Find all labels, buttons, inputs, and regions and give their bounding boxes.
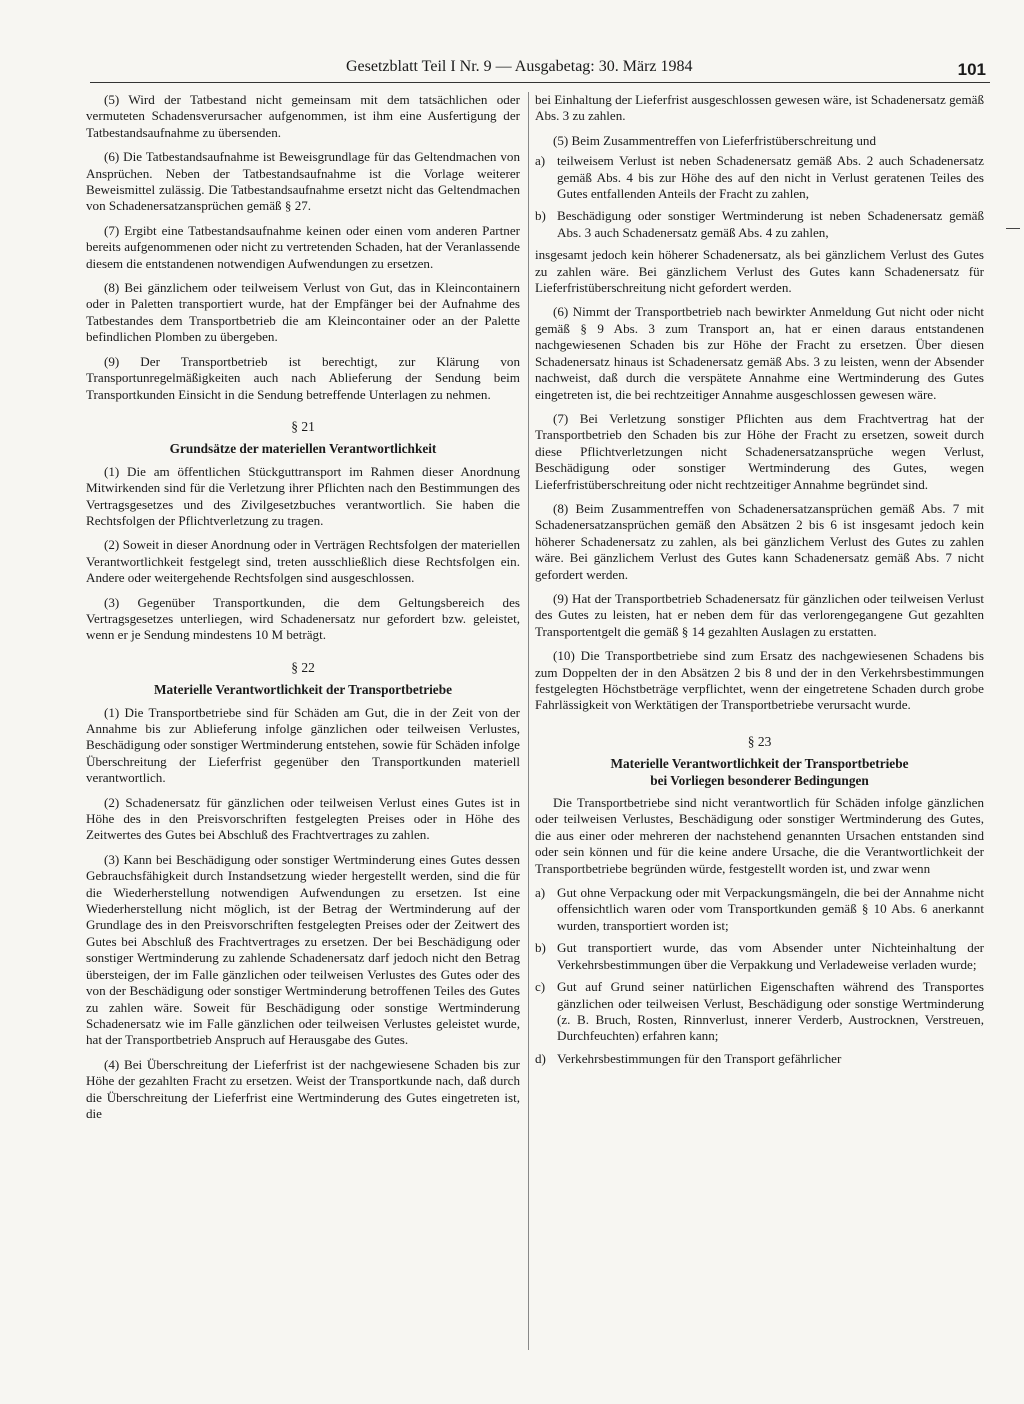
page-number: 101 xyxy=(957,60,986,79)
paragraph-22-2: (2) Schadenersatz für gänzlichen oder teilweisen Verlust eines Gutes ist in Höhe des in den Preisvorschriften festgelegten Preises oder in Höhe des Zeitwertes des Gutes bei Abschluß des Frachtvertrages zu zahlen. xyxy=(86,794,520,843)
paragraph-20-7: (7) Ergibt eine Tatbestandsaufnahme keinen oder einen vom anderen Partner bereits aufgenommenen oder nicht zu vertretenden Schaden, hat der Veranlassende diesem die entstandenen notwendigen Aufwendungen zu ersetzen. xyxy=(86,222,520,271)
paragraph-21-1: (1) Die am öffentlichen Stückguttransport im Rahmen dieser Anordnung Mitwirkenden sind für die Verletzung ihrer Pflichten nach den Bestimmungen des Vertragsgesetzes und des Zivilgesetzbuches verantwortlich. Sie haben die Rechtsfolgen der Pflichtverletzung zu tragen. xyxy=(86,463,520,528)
paragraph-22-6: (6) Nimmt der Transportbetrieb nach bewirkter Anmeldung Gut nicht oder nicht gemäß § 9 Abs. 3 zum Transport an, hat er einen daraus entstandenen nachgewiesenen Schaden bis zur Höhe der Fracht zu ersetzen. Über diesen Schadenersatz hinaus ist Schadenersatz gemäß Abs. 3 zu leisten, wenn der Absender nachweist, daß durch die verspätete Annahme eine Wertminderung des Gutes eingetreten ist, die bei rechtzeitiger Annahme ausgeschlossen gewesen wäre. xyxy=(535,304,984,402)
page-header xyxy=(90,58,990,84)
paragraph-22-10: (10) Die Transportbetriebe sind zum Ersatz des nachgewiesenen Schadens bis zum Doppelten der in den Absätzen 2 bis 8 und der in den Verkehrsbestimmungen festgelegten Höchstbeträge verpflichtet, wenn der eingetretene Schaden durch grobe Fahrlässigkeit von Werktätigen der Transportbetriebe verursacht wurde. xyxy=(535,648,984,713)
list-label: a) xyxy=(535,153,546,169)
section-22-title: Materielle Verantwortlichkeit der Transportbetriebe xyxy=(153,682,452,698)
paragraph-20-5: (5) Wird der Tatbestand nicht gemeinsam mit dem tatsächlichen oder vermuteten Schadensverursacher aufgenommen, ist ihm eine Ausfertigung der Tatbestandsaufnahme zu übersenden. xyxy=(86,92,520,140)
list-item-b xyxy=(535,208,984,241)
list-text: Verkehrsbestimmungen für den Transport gefährlicher xyxy=(557,1050,842,1066)
list-label: b) xyxy=(535,208,546,224)
paragraph-22-7: (7) Bei Verletzung sonstiger Pflichten aus dem Frachtvertrag hat der Transportbetrieb den Schaden bis zur Höhe der Fracht zu ersetzen, soweit durch diese Pflichtverletzungen nicht Schadenersatzansprüche wegen Verlust, Beschädigung oder sonstiger Wertminderung des Gutes, wegen Lieferfristüberschreitung oder nicht rechtzeitiger Annahme begründet sind. xyxy=(535,410,984,492)
paragraph-22-4: (4) Bei Überschreitung der Lieferfrist ist der nachgewiesene Schaden bis zur Höhe der gezahlten Fracht zu ersetzen. Weist der Transportkunde nach, daß durch die Überschreitung der Lieferfrist eine Wertminderung des Gutes eingetreten ist, die xyxy=(86,1056,520,1121)
paragraph-20-9: (9) Der Transportbetrieb ist berechtigt, zur Klärung von Transportunregelmäßigkeiten auch nach Ablieferung der Sendung beim Transportkunden Einsicht in die Sendung betreffende Unterlagen zu nehmen. xyxy=(86,353,520,402)
list-text: Gut ohne Verpackung oder mit Verpackungsmängeln, die bei der Annahme nicht offensichtlich waren oder vom Transportkunden gemäß § 10 Abs. 6 anerkannt wurden, transportiert worden ist; xyxy=(557,885,984,933)
margin-mark xyxy=(1006,228,1020,229)
section-21-number: § 21 xyxy=(291,418,315,434)
paragraph-22-5-end: insgesamt jedoch kein höherer Schadenersatz, als bei gänzlichem Verlust des Gutes zu zahlen wäre. Bei gänzlichem Verlust des Gutes kann Schadenersatz für Lieferfristüberschreitung nicht gefordert werden. xyxy=(535,247,984,296)
right-column xyxy=(535,92,984,1073)
list-text: Beschädigung oder sonstiger Wertminderung ist neben Schadenersatz gemäß Abs. 3 auch Schadenersatz gemäß Abs. 4 zu zahlen, xyxy=(557,208,984,240)
list-text: Gut auf Grund seiner natürlichen Eigenschaften während des Transportes gänzlichen oder teilweisen Verlust, Beschädigung oder sonstige Wertminderung (z. B. Bruch, Rosten, Rinnverlust, innerer Verderb, Austrocknen, Verstreuen, Durchfeuchten) erfahren kann; xyxy=(557,979,984,1044)
section-23-number: § 23 xyxy=(747,733,772,749)
paragraph-22-5-intro: (5) Beim Zusammentreffen von Lieferfristüberschreitung und xyxy=(553,132,876,148)
header-rule xyxy=(90,82,990,83)
header-title: Gesetzblatt Teil I Nr. 9 — Ausgabetag: 30. März 1984 xyxy=(346,58,693,75)
paragraph-22-9: (9) Hat der Transportbetrieb Schadenersatz für gänzlichen oder teilweisen Verlust des Gutes zu leisten, hat er neben dem für das verlorengegangene Gut gezahlten Transportentgelt die gemäß § 14 gezahlten Auslagen zu erstatten. xyxy=(535,590,984,639)
paragraph-21-3: (3) Gegenüber Transportkunden, die dem Geltungsbereich des Vertragsgesetzes unterliegen, wird Schadenersatz nur gefordert bzw. geleistet, wenn er je Sendung mindestens 10 M beträgt. xyxy=(86,594,520,643)
left-column xyxy=(86,92,520,1130)
list-item-23-d xyxy=(535,1051,984,1067)
list-item-23-c xyxy=(535,979,984,1045)
column-divider xyxy=(528,92,529,1350)
paragraph-21-2: (2) Soweit in dieser Anordnung oder in Verträgen Rechtsfolgen der materiellen Verantwortlichkeit festgelegt sind, treten ausschließlich diese Rechtsfolgen ein. Andere oder weitergehende Rechtsfolgen sind ausgeschlossen. xyxy=(86,537,520,586)
paragraph-22-1: (1) Die Transportbetriebe sind für Schäden am Gut, die in der Zeit von der Annahme bis zur Ablieferung infolge gänzlichen oder teilweisen Verlustes, Beschädigung oder sonstiger Wertminderung entstehen, sowie für Schäden infolge Überschreitung der Lieferfrist gegenüber den Transportkunden materiell verantwortlich. xyxy=(86,704,520,786)
paragraph-20-8: (8) Bei gänzlichem oder teilweisem Verlust von Gut, das in Kleincontainern oder in Paletten transportiert wurde, hat der Empfänger bei der Aufnahme des Tatbestandes dem Transportbetrieb die am Kleincontainer oder an der Palette befindlichen Plomben zu übergeben. xyxy=(86,280,520,345)
section-21-title: Grundsätze der materiellen Verantwortlichkeit xyxy=(169,441,437,457)
paragraph-22-4-continued: bei Einhaltung der Lieferfrist ausgeschlossen gewesen wäre, ist Schadenersatz gemäß Abs. 3 zu zahlen. xyxy=(535,92,984,124)
paragraph-23-intro: Die Transportbetriebe sind nicht verantwortlich für Schäden infolge gänzlichen oder teilweisen Verlustes, Beschädigung oder sonstiger Wertminderung des Gutes, die aus einer oder mehreren der nachstehend genannten Ursachen entstanden sind oder sein können und für die keine andere Ursache, die die Verantwortlichkeit der Transportbetriebe begründen würde, festgestellt worden ist, und zwar wenn xyxy=(535,795,984,876)
list-text: Gut transportiert wurde, das vom Absender unter Nichteinhaltung der Verkehrsbestimmungen über die Verpakkung und Verladeweise verladen wurde; xyxy=(557,940,984,972)
list-label: a) xyxy=(535,885,546,901)
section-22-number: § 22 xyxy=(291,659,315,675)
list-text: teilweisem Verlust ist neben Schadenersatz gemäß Abs. 2 auch Schadenersatz gemäß Abs. 4 bis zur Höhe des auf den nicht in Verlust geratenen Teiles des Gutes entfallenden Anteils der Fracht zu zahlen, xyxy=(557,153,984,202)
paragraph-22-8: (8) Beim Zusammentreffen von Schadenersatzansprüchen gemäß Abs. 7 mit Schadenersatzansprüchen gemäß den Absätzen 2 bis 6 ist insgesamt jedoch kein höherer Schadenersatz zu zahlen, als bei gänzlichem Verlust des Gutes zu zahlen wäre. Bei gänzlichem Verlust des Gutes kann Schadenersatz gemäß Abs. 7 nicht gefordert werden. xyxy=(535,500,984,582)
section-23-title-line1: Materielle Verantwortlichkeit der Transportbetriebe xyxy=(610,756,909,772)
list-item-a xyxy=(535,153,984,202)
list-label: d) xyxy=(535,1050,546,1066)
list-label: c) xyxy=(535,979,546,995)
paragraph-20-6: (6) Die Tatbestandsaufnahme ist Beweisgrundlage für das Geltendmachen von Ansprüchen. Neben der Tatbestandsaufnahme ist die Vorlage weiterer Beweismittel zulässig. Die Tatbestandsaufnahme ersetzt nicht das Geltendmachen von Schadenersatzansprüchen gemäß § 27. xyxy=(86,149,520,214)
paragraph-22-3: (3) Kann bei Beschädigung oder sonstiger Wertminderung eines Gutes dessen Gebrauchsfähigkeit durch Instandsetzung wieder hergestellt werden, sind die für die Wiederherstellung notwendigen Aufwendungen zu ersetzen. Ist eine Wiederherstellung nicht möglich, ist der Betrag der Wertminderung auf der Grundlage des in den Preisvorschriften festgelegten Preises oder der Zeitwert des Gutes bei Abschluß des Frachtvertrages zu ersetzen. Der bei Beschädigung oder sonstiger Wertminderung zu zahlende Schadenersatz darf jedoch nicht den Betrag übersteigen, der im Falle gänzlichen oder teilweisen Verlustes des Gutes oder des von der Beschädigung oder sonstiger Wertminderung betroffenen Teiles des Gutes zu zahlen wäre. Soweit für Beschädigung oder sonstige Wertminderung Schadenersatz wie im Falle gänzlichen oder teilweisen Verlustes geleistet wurde, hat der Transportbetrieb Anspruch auf Herausgabe des Gutes. xyxy=(86,851,520,1048)
list-item-23-b xyxy=(535,940,984,973)
list-item-23-a xyxy=(535,885,984,934)
section-23-title-line2: bei Vorliegen besonderer Bedingungen xyxy=(650,772,869,788)
list-label: b) xyxy=(535,940,546,956)
section-23-title xyxy=(535,756,984,789)
